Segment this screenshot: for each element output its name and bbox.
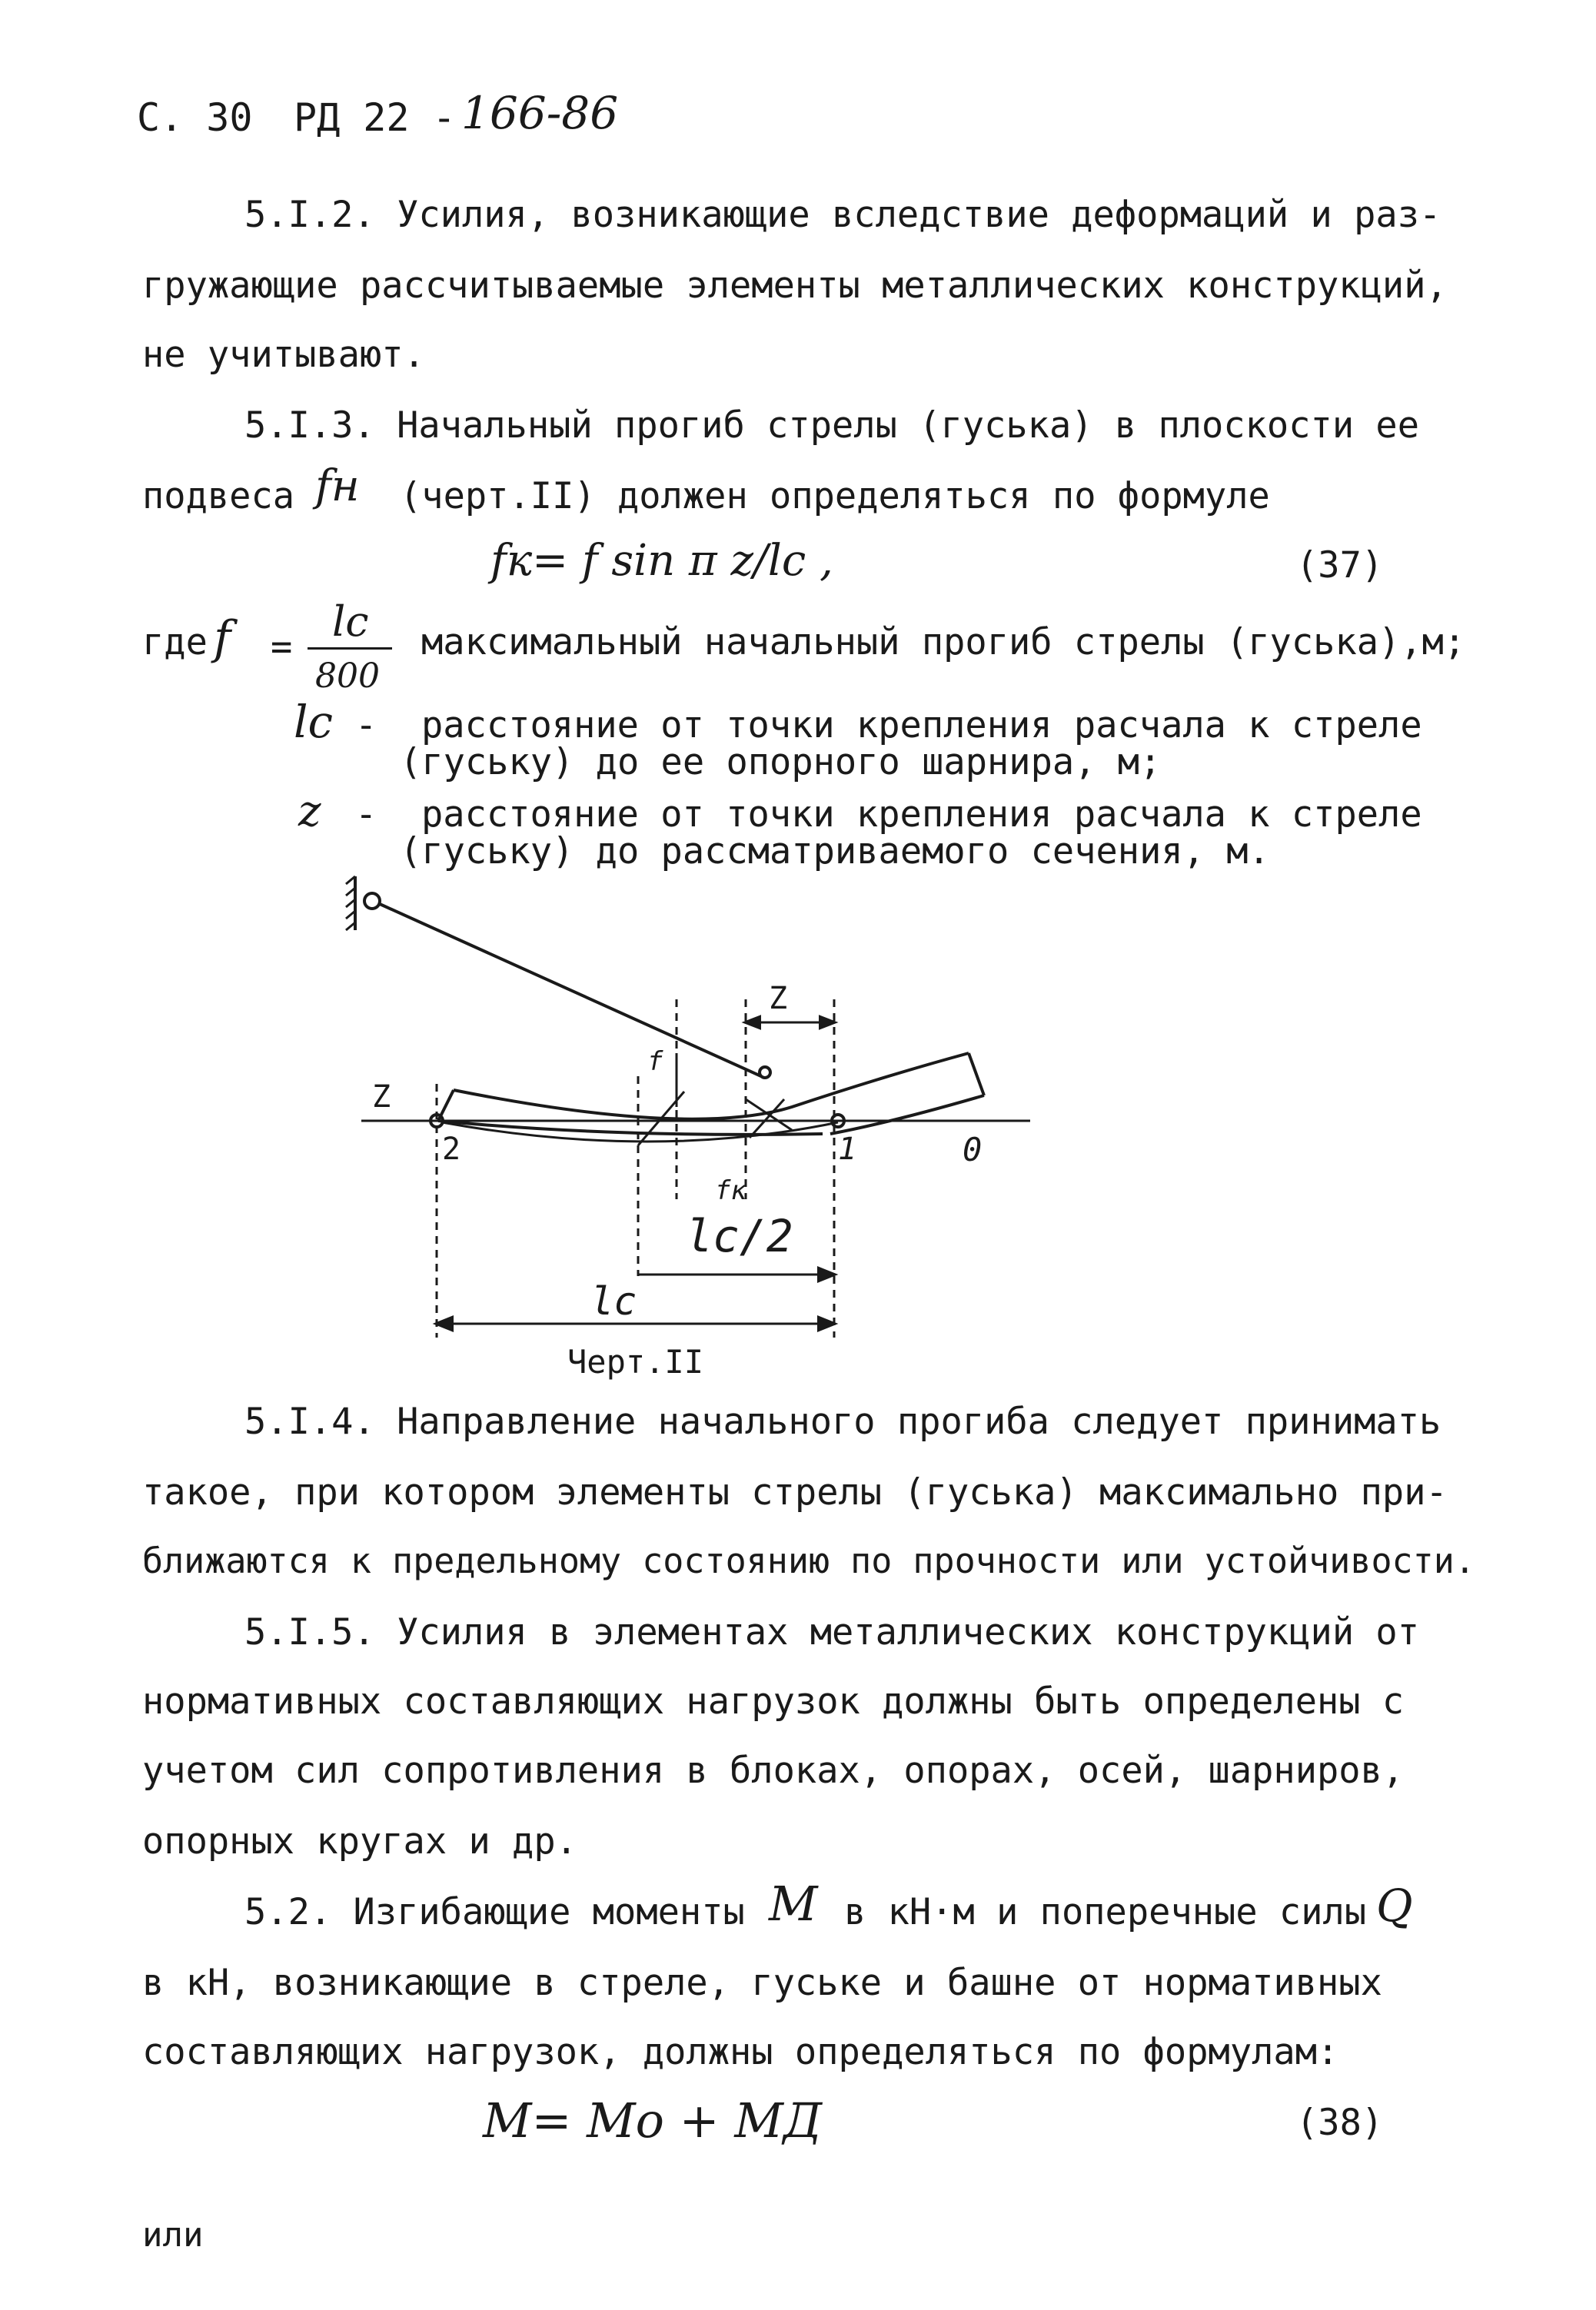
- para-52-line-1b: в кН·м и поперечные силы: [844, 1891, 1367, 1933]
- z-description-2: (гуську) до рассматриваемого сечения, м.: [400, 830, 1270, 872]
- label-fk: fк: [715, 1175, 746, 1206]
- z-description-1: расстояние от точки крепления расчала к стреле: [421, 793, 1422, 836]
- boom-tip: [969, 1053, 984, 1095]
- para-513-line-1: 5.I.3. Начальный прогиб стрелы (гуська) в плоскости ее: [244, 404, 1420, 447]
- boom-lower: [438, 1121, 823, 1135]
- label-lc-half: lc/2: [686, 1210, 793, 1262]
- footer-ili: или: [142, 2215, 204, 2255]
- para-515-line-4: опорных кругах и др.: [142, 1820, 577, 1863]
- page-number: С. 30: [137, 95, 253, 140]
- symbol-lc: lc: [294, 696, 334, 748]
- dash-z: -: [355, 793, 377, 836]
- symbol-f: f: [214, 611, 231, 665]
- label-point-2: 2: [442, 1132, 461, 1167]
- symbol-fn: fн: [315, 461, 360, 511]
- symbol-Q: Q: [1376, 1880, 1413, 1932]
- equation-number-37: (37): [1296, 544, 1384, 587]
- dash-lc: -: [355, 704, 377, 746]
- lc-description-2: (гуську) до ее опорного шарнира, м;: [400, 741, 1162, 783]
- fraction-denominator: 800: [315, 656, 380, 696]
- para-514-line-1: 5.I.4. Направление начального прогиба следует принимать: [244, 1401, 1441, 1443]
- label-point-1: 1: [838, 1132, 857, 1167]
- para-513-line-2a: подвеса: [142, 475, 295, 517]
- para-515-line-2: нормативных составляющих нагрузок должны быть определены с: [142, 1680, 1405, 1723]
- label-f: f: [647, 1046, 663, 1077]
- para-515-line-3: учетом сил сопротивления в блоках, опорах, осей, шарниров,: [142, 1750, 1405, 1792]
- guy-hinge: [364, 893, 380, 909]
- para-514-line-2: такое, при котором элементы стрелы (гуська) максимально при-: [142, 1471, 1448, 1514]
- figure-caption: Черт.II: [567, 1343, 704, 1381]
- equals-sign: =: [271, 626, 293, 668]
- symbol-M: M: [769, 1876, 818, 1932]
- para-514-line-3: ближаются к предельному состоянию по прочности или устойчивости.: [142, 1541, 1475, 1581]
- symbol-z: z: [298, 786, 321, 836]
- label-z-left: Z: [372, 1079, 391, 1115]
- lc-description-1: расстояние от точки крепления расчала к стреле: [421, 704, 1422, 746]
- label-lc: lc: [590, 1279, 637, 1324]
- document-code-handwritten: 166-86: [461, 87, 619, 139]
- para-515-line-1: 5.I.5. Усилия в элементах металлических конструкций от: [244, 1611, 1420, 1654]
- para-512-line-3: не учитывают.: [142, 334, 425, 376]
- formula-37: fк= f sin π z/lc ,: [490, 536, 833, 586]
- para-52-line-2: в кН, возникающие в стреле, гуське и башне от нормативных: [142, 1962, 1382, 2004]
- para-512-line-2: гружающие рассчитываемые элементы металлических конструкций,: [142, 264, 1448, 307]
- label-point-0: 0: [963, 1131, 983, 1168]
- document-code: РД 22 -: [294, 95, 456, 140]
- formula-38: M= Mo + MД: [483, 2092, 823, 2149]
- boom-upper: [454, 1053, 969, 1119]
- para-52-line-3: составляющих нагрузок, должны определяться по формулам:: [142, 2031, 1339, 2073]
- fraction-numerator: lc: [332, 597, 369, 646]
- para-52-line-1a: 5.2. Изгибающие моменты: [244, 1891, 745, 1933]
- para-513-line-2b: (черт.II) должен определяться по формуле: [400, 475, 1270, 517]
- guy-rope: [380, 904, 761, 1076]
- where-label: где: [142, 621, 208, 663]
- f-description: максимальный начальный прогиб стрелы (гуська),м;: [421, 621, 1466, 663]
- label-z-top: Z: [769, 981, 788, 1016]
- para-512-line-1: 5.I.2. Усилия, возникающие вследствие деформаций и раз-: [244, 194, 1441, 236]
- equation-number-38: (38): [1296, 2102, 1384, 2144]
